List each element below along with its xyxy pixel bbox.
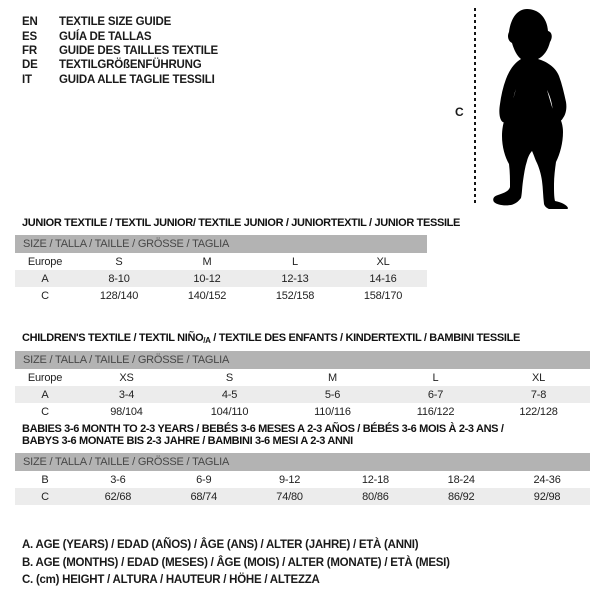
lang-title: TEXTILGRÖßENFÜHRUNG	[59, 59, 202, 72]
cell: 7-8	[530, 388, 547, 401]
cell: 74/80	[276, 490, 303, 503]
size-header-label: SIZE / TALLA / TAILLE / GRÖSSE / TAGLIA	[15, 453, 590, 471]
row-label: A	[41, 272, 49, 285]
cell: 12-13	[281, 272, 309, 285]
lang-code: DE	[22, 59, 38, 72]
cell: 6-9	[196, 473, 212, 486]
cell: 92/98	[533, 490, 561, 503]
cell: 10-12	[193, 272, 221, 285]
lang-title: GUIDE DES TAILLES TEXTILE	[59, 44, 218, 57]
row-label: Europe	[27, 371, 63, 384]
section-title-line2: BABYS 3-6 MONATE BIS 2-3 JAHRE / BAMBINI 3-6 MESI A 2-3 ANNI	[22, 435, 353, 447]
row-label: A	[41, 388, 49, 401]
section-title-line1: BABIES 3-6 MONTH TO 2-3 YEARS / BEBÉS 3-6 MESES A 2-3 AÑOS / BÉBÉS 3-6 MOIS À 2-3 ANS /	[22, 423, 504, 435]
section-children	[15, 332, 590, 420]
lang-title: GUIDA ALLE TAGLIE TESSILI	[59, 73, 215, 86]
table-row	[15, 488, 590, 505]
section-babies	[15, 423, 590, 505]
cell: 80/86	[362, 490, 389, 503]
cell: XL	[376, 255, 390, 268]
cell: S	[115, 255, 123, 268]
size-header-label: SIZE / TALLA / TAILLE / GRÖSSE / TAGLIA	[15, 235, 427, 253]
row-label: B	[41, 473, 49, 486]
cell: 152/158	[275, 289, 315, 302]
row-label: C	[41, 405, 49, 418]
cell: 116/122	[416, 405, 455, 418]
cell: 62/68	[104, 490, 132, 503]
cell: 14-16	[369, 272, 397, 285]
lang-row-it	[22, 73, 218, 87]
section-title: JUNIOR TEXTILE / TEXTIL JUNIOR/ TEXTILE JUNIOR / JUNIORTEXTIL / JUNIOR TESSILE	[22, 217, 461, 229]
cell: M	[328, 371, 337, 384]
table-header-bar	[15, 351, 590, 369]
babies-size-table	[15, 453, 590, 505]
cell: L	[292, 255, 298, 268]
toddler-silhouette-icon	[482, 5, 582, 209]
lang-row-en	[22, 15, 218, 29]
cell: 140/152	[187, 289, 227, 302]
language-title-list	[22, 15, 218, 87]
cell: 104/110	[210, 405, 249, 418]
lang-title: TEXTILE SIZE GUIDE	[59, 16, 172, 29]
cell: 158/170	[363, 289, 403, 302]
cell: 3-4	[118, 388, 135, 401]
lang-row-fr	[22, 44, 218, 58]
cell: 9-12	[278, 473, 301, 486]
footnotes	[22, 537, 450, 590]
table-row	[15, 403, 590, 420]
cell: M	[202, 255, 212, 268]
cell: S	[225, 371, 234, 384]
cell: 3-6	[110, 473, 126, 486]
table-row	[15, 253, 427, 270]
section-title	[22, 332, 590, 345]
height-measure-dashed-line	[474, 8, 476, 206]
lang-row-de	[22, 58, 218, 72]
height-measure-label: C	[455, 105, 464, 119]
cell: 5-6	[324, 388, 341, 401]
row-label: C	[41, 490, 49, 503]
lang-row-es	[22, 29, 218, 43]
table-row	[15, 471, 590, 488]
section-junior	[15, 217, 461, 304]
table-row	[15, 287, 427, 304]
cell: 4-5	[221, 388, 238, 401]
cell: 12-18	[361, 473, 389, 486]
title-subscript: /A	[203, 336, 211, 345]
note-b: B. AGE (MONTHS) / EDAD (MESES) / ÂGE (MOIS) / ALTER (MONATE) / ETÀ (MESI)	[22, 556, 450, 569]
cell: XL	[531, 371, 546, 384]
cell: 110/116	[314, 405, 351, 418]
cell: 6-7	[427, 388, 444, 401]
cell: 98/104	[110, 405, 143, 418]
table-header-bar	[15, 453, 590, 471]
cell: 68/74	[190, 490, 217, 503]
cell: 122/128	[519, 405, 558, 418]
lang-code: FR	[22, 44, 37, 57]
note-c: C. (cm) HEIGHT / ALTURA / HAUTEUR / HÖHE / ALTEZZA	[22, 574, 320, 587]
table-row	[15, 369, 590, 386]
lang-code: EN	[22, 16, 38, 29]
cell: 128/140	[99, 289, 139, 302]
size-header-label: SIZE / TALLA / TAILLE / GRÖSSE / TAGLIA	[15, 351, 590, 369]
title-part: CHILDREN'S TEXTILE / TEXTIL NIÑO	[22, 332, 204, 344]
table-row	[15, 386, 590, 403]
row-label: Europe	[27, 255, 63, 268]
cell: 24-36	[533, 473, 561, 486]
title-part: / TEXTILE DES ENFANTS / KINDERTEXTIL / BAMBINI TESSILE	[210, 332, 520, 344]
lang-title: GUÍA DE TALLAS	[59, 30, 152, 43]
cell: L	[432, 371, 439, 384]
junior-size-table	[15, 235, 427, 304]
lang-code: ES	[22, 30, 37, 43]
table-row	[15, 270, 427, 287]
cell: 86/92	[447, 490, 475, 503]
note-a: A. AGE (YEARS) / EDAD (AÑOS) / ÂGE (ANS) / ALTER (JAHRE) / ETÀ (ANNI)	[22, 539, 419, 551]
cell: 8-10	[108, 272, 130, 285]
lang-code: IT	[22, 73, 32, 86]
cell: 18-24	[447, 473, 475, 486]
row-label: C	[41, 289, 49, 302]
cell: XS	[119, 371, 134, 384]
children-size-table	[15, 351, 590, 420]
table-header-bar	[15, 235, 427, 253]
